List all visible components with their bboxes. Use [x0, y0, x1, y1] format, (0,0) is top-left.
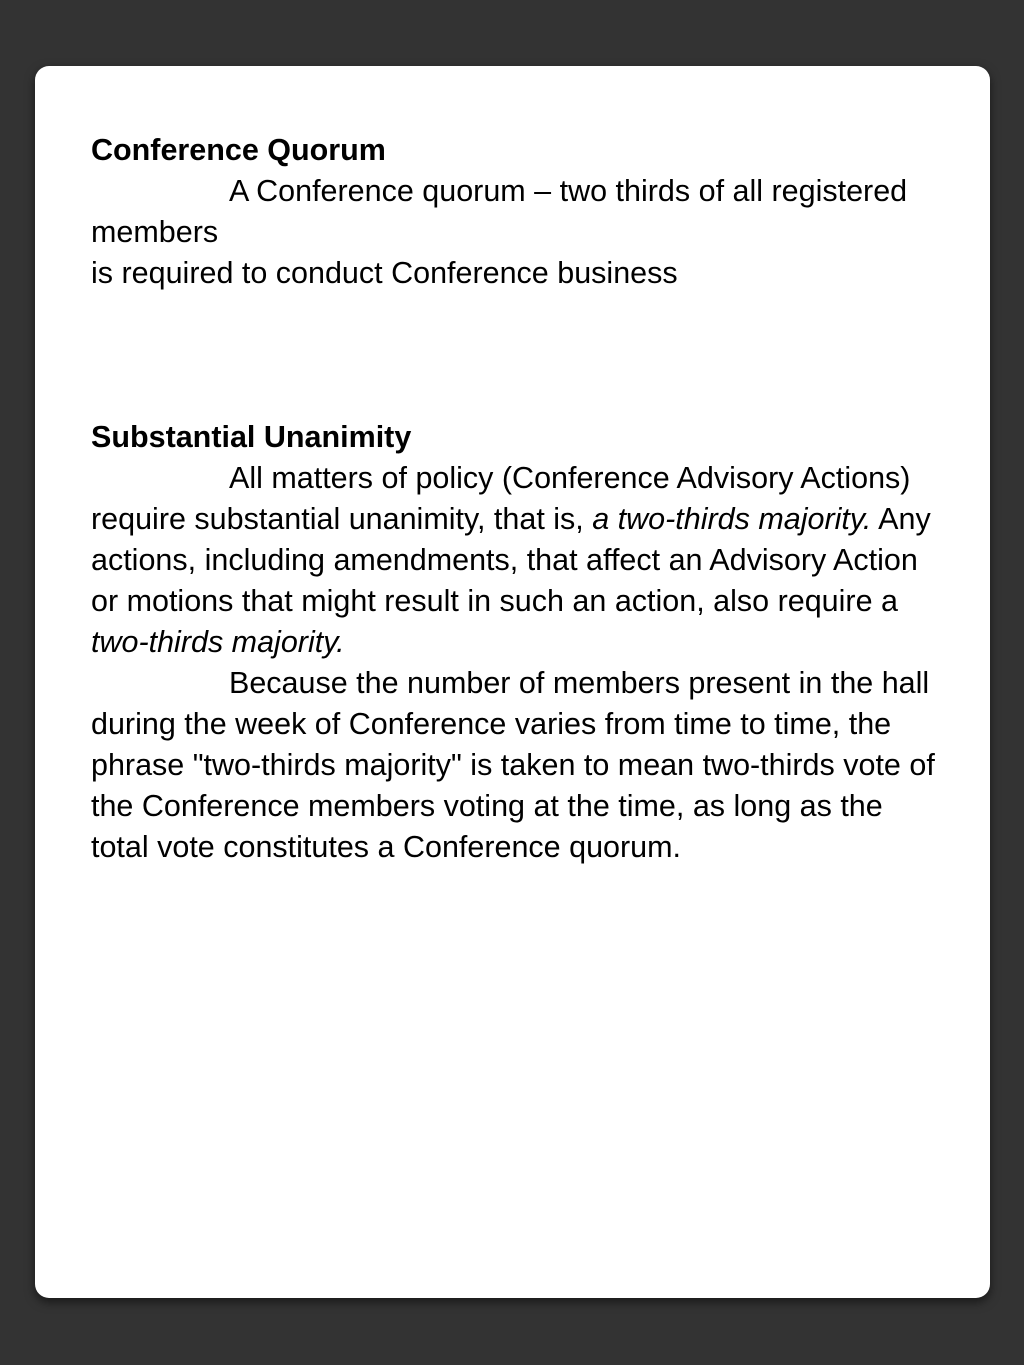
section-spacer: [91, 294, 941, 417]
slide-page: [35, 66, 990, 1298]
unanimity-p1-emphasis-b: two-thirds majority.: [91, 625, 345, 659]
unanimity-p1-emphasis-a: a two-thirds majority.: [592, 502, 872, 536]
quorum-paragraph-line-1: A Conference quorum – two thirds of all registered members: [91, 174, 908, 249]
unanimity-p1-text-a: All matters of policy (Conference Advisory Actions) require substantial unanimity, that is,: [91, 461, 911, 536]
unanimity-p1-text-b: Any actions, including amendments, that affect an Advisory Action or motions that might result in such an action, also require a: [91, 502, 931, 618]
unanimity-paragraph-1: [91, 458, 941, 663]
quorum-paragraph-line-2: is required to conduct Conference business: [91, 256, 678, 290]
heading-conference-quorum: Conference Quorum: [91, 133, 386, 167]
slide-content: [91, 130, 941, 868]
heading-substantial-unanimity: Substantial Unanimity: [91, 420, 412, 454]
unanimity-paragraph-2: Because the number of members present in the hall during the week of Conference varies from time to time, the phrase "two-thirds majority" is taken to mean two-thirds vote of the Conference members voting at the time, as long as the total vote constitutes a Conference quorum.: [91, 666, 935, 864]
